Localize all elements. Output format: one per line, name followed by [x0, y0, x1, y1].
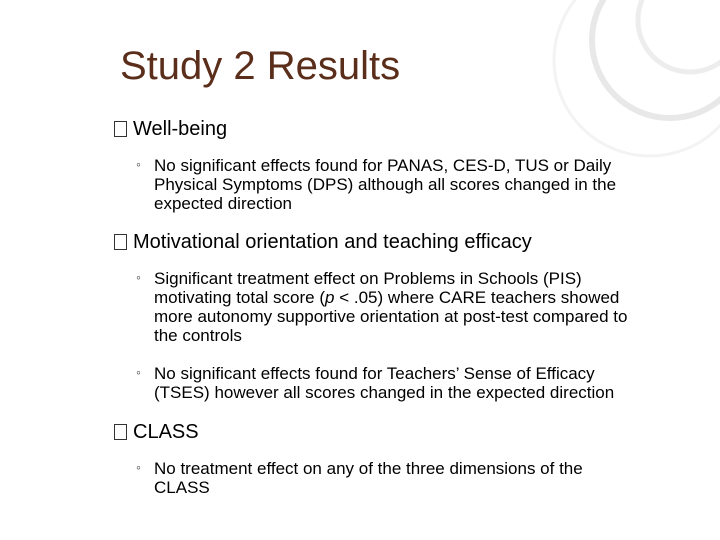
text-segment: < .05) where CARE teachers showed: [334, 288, 620, 307]
sub-bullet-line: No treatment effect on any of the three dimensions of the: [154, 459, 583, 478]
slide-title: Study 2 Results: [120, 44, 401, 88]
sub-bullet: [136, 459, 716, 497]
sub-bullet: [136, 156, 716, 213]
box-bullet-icon: [114, 121, 127, 137]
text-segment: motivating total score (: [154, 288, 326, 307]
sub-bullet: [136, 364, 716, 402]
sub-bullet: [136, 269, 716, 345]
sub-bullet-line: expected direction: [154, 194, 292, 213]
box-bullet-icon: [114, 234, 127, 250]
italic-p: p: [325, 288, 335, 307]
decorative-circles-graphic: [540, 0, 720, 170]
bullet-motivational-orientation: [114, 230, 532, 254]
sub-bullet-line: more autonomy supportive orientation at post-test compared to: [154, 307, 628, 326]
sub-bullet-line: (TSES) however all scores changed in the expected direction: [154, 383, 615, 402]
sub-bullet-line: Physical Symptoms (DPS) although all scores changed in the: [154, 175, 617, 194]
box-bullet-icon: [114, 424, 127, 440]
bullet-class: [114, 420, 199, 444]
ring-bullet-icon: ◦: [136, 459, 141, 475]
sub-bullet-line: the controls: [154, 326, 242, 345]
bullet-label: CLASS: [133, 421, 199, 443]
bullet-label: Well-being: [133, 118, 228, 140]
ring-bullet-icon: ◦: [136, 364, 141, 380]
bullet-well-being: [114, 117, 227, 141]
ring-bullet-icon: ◦: [136, 269, 141, 285]
bullet-label: Motivational orientation and teaching efficacy: [133, 231, 532, 253]
sub-bullet-line: No significant effects found for PANAS, CES-D, TUS or Daily: [154, 156, 612, 175]
sub-bullet-line: Significant treatment effect on Problems in Schools (PIS): [154, 269, 582, 288]
sub-bullet-line: CLASS: [154, 478, 210, 497]
sub-bullet-line: No significant effects found for Teachers’ Sense of Efficacy: [154, 364, 595, 383]
sub-bullet-line-with-p: [154, 288, 716, 307]
ring-bullet-icon: ◦: [136, 156, 141, 172]
